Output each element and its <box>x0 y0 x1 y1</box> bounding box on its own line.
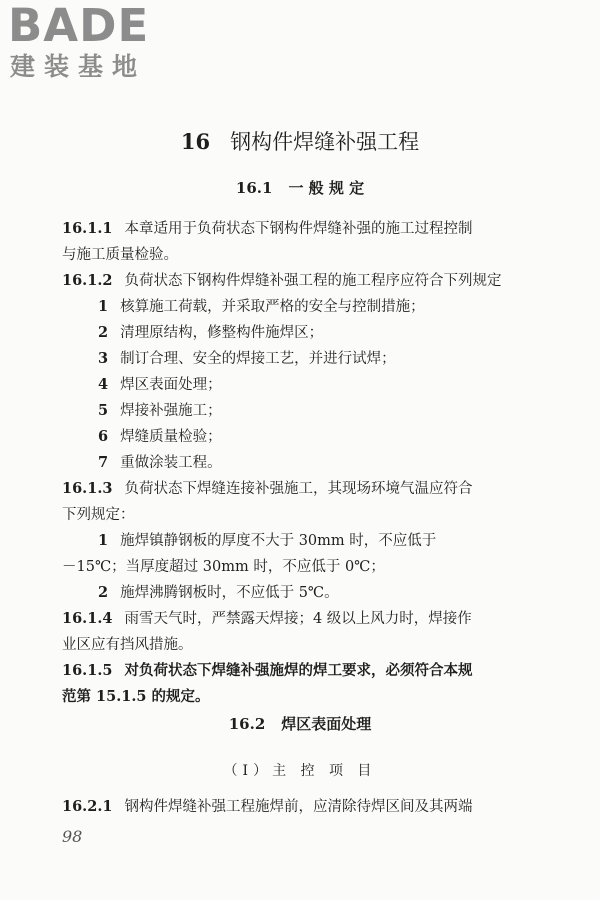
clause-16-1-5 <box>62 660 562 682</box>
section-number: 16.2 <box>228 715 266 733</box>
item-number: 2 <box>98 584 109 601</box>
chapter-title <box>0 128 600 156</box>
item-number: 5 <box>98 402 109 419</box>
item-text: 施焊镇静钢板的厚度不大于 30mm 时，不应低于 <box>120 533 437 549</box>
clause-number: 16.1.5 <box>62 662 113 679</box>
list-item-cont: －15℃；当厚度超过 30mm 时，不应低于 0℃； <box>62 559 385 575</box>
clause-16-1-5-cont: 范第 15.1.5 的规定。 <box>62 688 210 705</box>
list-item <box>98 348 598 370</box>
clause-16-1-3-cont: 下列规定： <box>62 507 135 523</box>
clause-16-2-1 <box>62 796 562 818</box>
chapter-number: 16 <box>180 129 211 154</box>
section-heading-16-1 <box>0 177 600 199</box>
item-text: 焊接补强施工； <box>120 403 222 419</box>
logo-subtitle: 建装基地 <box>10 52 147 81</box>
clause-text: 钢构件焊缝补强工程施焊前，应清除待焊区间及其两端 <box>124 799 473 815</box>
clause-16-1-1 <box>62 218 562 240</box>
list-item <box>98 582 598 604</box>
list-item <box>98 296 598 318</box>
item-text: 焊缝质量检验； <box>120 429 222 445</box>
item-text: 清理原结构，修整构件施焊区； <box>120 325 324 341</box>
item-text: 施焊沸腾钢板时，不应低于 5℃。 <box>120 585 339 601</box>
clause-text: 负荷状态下焊缝连接补强施工，其现场环境气温应符合 <box>124 481 473 497</box>
list-item <box>98 374 598 396</box>
logo-brand: BADE <box>8 0 150 52</box>
clause-number: 16.1.1 <box>62 220 113 237</box>
item-text: 重做涂装工程。 <box>120 455 222 471</box>
chapter-title-text: 钢构件焊缝补强工程 <box>230 130 420 154</box>
item-number: 1 <box>98 298 109 315</box>
item-text: 核算施工荷载，并采取严格的安全与控制措施； <box>120 299 425 315</box>
clause-number: 16.1.3 <box>62 480 113 497</box>
clause-number: 16.1.2 <box>62 272 113 289</box>
clause-16-1-1-cont: 与施工质量检验。 <box>62 247 178 263</box>
item-number: 6 <box>98 428 109 445</box>
list-item <box>98 400 598 422</box>
clause-number: 16.1.4 <box>62 610 113 627</box>
section-heading-16-2 <box>0 713 600 735</box>
item-number: 4 <box>98 376 109 393</box>
item-text: 焊区表面处理； <box>120 377 222 393</box>
page-number: 98 <box>62 827 83 846</box>
list-item <box>98 452 598 474</box>
clause-16-1-4 <box>62 608 562 630</box>
clause-16-1-2 <box>62 270 562 292</box>
clause-16-1-4-cont: 业区应有挡风措施。 <box>62 637 193 653</box>
clause-text: 本章适用于负荷状态下钢构件焊缝补强的施工过程控制 <box>124 221 473 237</box>
clause-number: 16.2.1 <box>62 798 113 815</box>
item-number: 3 <box>98 350 109 367</box>
clause-16-1-3 <box>62 478 562 500</box>
list-item <box>98 426 598 448</box>
sub-section-heading: （Ⅰ）主 控 项 目 <box>223 763 377 779</box>
section-number: 16.1 <box>235 179 273 197</box>
list-item <box>98 322 598 344</box>
clause-text: 负荷状态下钢构件焊缝补强工程的施工程序应符合下列规定 <box>124 273 502 289</box>
item-number: 2 <box>98 324 109 341</box>
item-number: 7 <box>98 454 109 471</box>
item-text: 制订合理、安全的焊接工艺，并进行试焊； <box>120 351 396 367</box>
item-number: 1 <box>98 532 109 549</box>
section-title: 焊区表面处理 <box>281 715 372 733</box>
clause-text: 雨雪天气时，严禁露天焊接；4 级以上风力时，焊接作 <box>124 611 472 627</box>
list-item <box>98 530 598 552</box>
logo <box>8 2 183 88</box>
section-title: 一 般 规 定 <box>288 179 365 197</box>
clause-text: 对负荷状态下焊缝补强施焊的焊工要求，必须符合本规 <box>124 662 473 679</box>
